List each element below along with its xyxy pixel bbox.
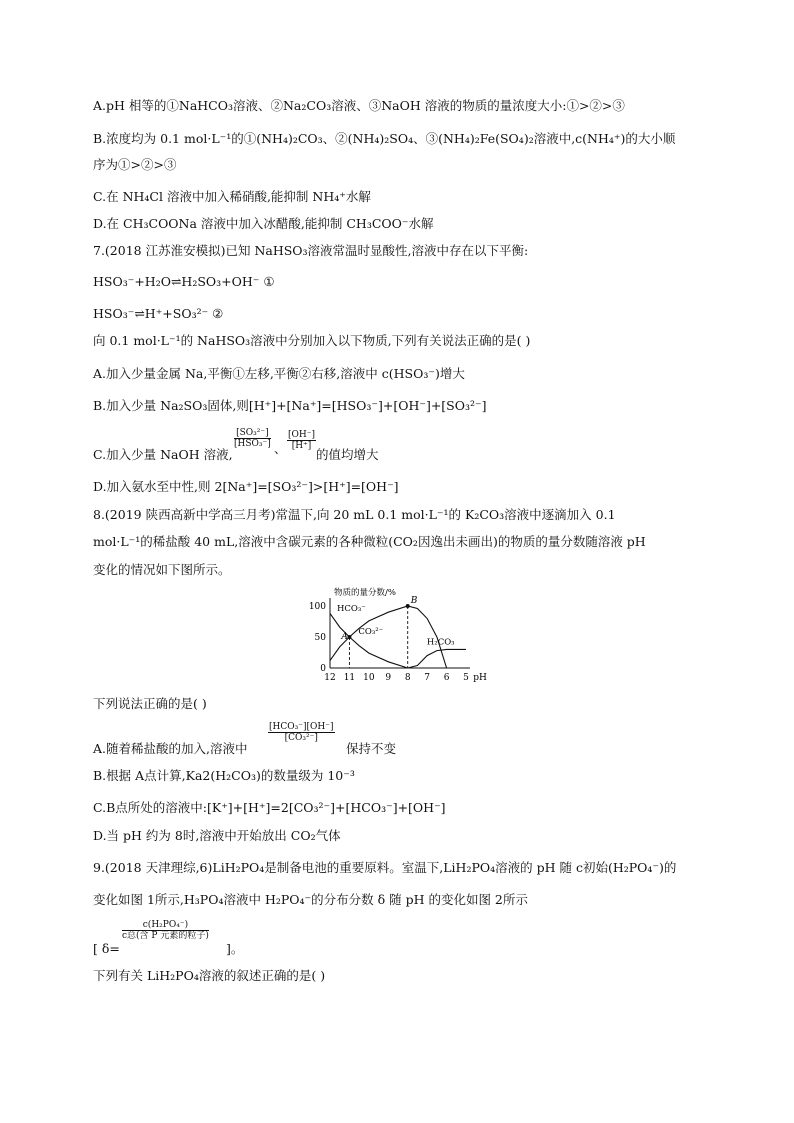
option-b-q6: B.浓度均为 0.1 mol·L⁻¹的①(NH₄)₂CO₃、②(NH₄)₂SO₄、③(NH₄)₂Fe(SO₄)₂溶液中,c(NH₄⁺)的大小顺 [93,131,676,146]
fraction-denominator: c总(含 P 元素的粒子) [122,931,209,941]
comma-sep: 、 [274,441,287,456]
point-label: B [410,596,418,606]
option-a-q6: A.pH 相等的①NaHCO₃溶液、②Na₂CO₃溶液、③NaOH 溶液的物质的量浓度大小:①>②>③ [93,98,625,113]
point-marker [347,635,351,639]
series-label: H₂CO₃ [426,637,455,648]
chart-title: 物质的量分数/% [334,588,396,598]
fraction-numerator: [HCO₃⁻][OH⁻] [269,722,334,732]
fraction-denominator: [CO₃²⁻] [284,733,318,743]
point-marker [406,604,410,608]
option-c-q8: C.B点所处的溶液中:[K⁺]+[H⁺]=2[CO₃²⁻]+[HCO₃⁻]+[OH⁻] [93,800,446,815]
equilibrium-1: HSO₃⁻+H₂O⇌H₂SO₃+OH⁻ ① [93,274,275,289]
x-tick-label: 10 [363,673,375,683]
delta-definition-open: [ δ= [93,941,120,956]
question-8-stem: 8.(2019 陕西高新中学高三月考)常温下,向 20 mL 0.1 mol·L⁻¹的 K₂CO₃溶液中逐滴加入 0.1 [93,507,616,522]
fraction-numerator: [SO₃²⁻] [234,428,271,439]
option-c-q7-prefix: C.加入少量 NaOH 溶液, [93,447,233,462]
option-d-q8: D.当 pH 约为 8时,溶液中开始放出 CO₂气体 [93,828,341,843]
x-tick-label: 7 [424,673,431,683]
x-tick-label: 11 [343,673,356,683]
x-tick-label: 8 [404,673,411,683]
fraction-numerator: [OH⁻] [288,430,315,440]
question-7-stem: 7.(2018 江苏淮安模拟)已知 NaHSO₃溶液常温时显酸性,溶液中存在以下平衡: [93,243,529,258]
series-label: CO₃²⁻ [358,626,384,637]
option-c-q6: C.在 NH₄Cl 溶液中加入稀硝酸,能抑制 NH₄⁺水解 [93,189,371,204]
option-b-q8: B.根据 A点计算,Ka2(H₂CO₃)的数量级为 10⁻³ [93,768,355,783]
option-c-q7-suffix: 的值均增大 [316,447,379,462]
option-d-q7: D.加入氨水至中性,则 2[Na⁺]=[SO₃²⁻]>[H⁺]=[OH⁻] [93,479,399,494]
x-tick-label: 6 [443,673,450,683]
fraction-denominator: [H⁺] [291,441,312,451]
y-tick-label: 0 [320,664,326,674]
option-a-q7: A.加入少量金属 Na,平衡①左移,平衡②右移,溶液中 c(HSO₃⁻)增大 [93,366,465,381]
option-b-q7: B.加入少量 Na₂SO₃固体,则[H⁺]+[Na⁺]=[HSO₃⁻]+[OH⁻]+[SO₃²⁻] [93,398,487,413]
question-8-prompt: 下列说法正确的是( ) [93,696,207,711]
option-a-q8-suffix: 保持不变 [346,741,397,756]
equilibrium-2: HSO₃⁻⇌H⁺+SO₃²⁻ ② [93,306,224,321]
fraction-delta [122,920,209,941]
delta-definition-close: ]。 [226,941,244,956]
point-label: A [341,632,348,642]
fraction-denominator: [HSO₃⁻] [234,439,271,449]
series-label: HCO₃⁻ [336,603,366,614]
question-9-stem: 9.(2018 天津理综,6)LiH₂PO₄是制备电池的重要原料。室温下,LiH₂PO₄溶液的 pH 随 c初始(H₂PO₄⁻)的 [93,860,677,875]
option-d-q6: D.在 CH₃COONa 溶液中加入冰醋酸,能抑制 CH₃COO⁻水解 [93,216,434,231]
option-b-q6-cont: 序为①>②>③ [93,157,177,172]
y-tick-label: 100 [308,602,326,612]
question-9-stem-cont: 变化如图 1所示,H₃PO₄溶液中 H₂PO₄⁻的分布分数 δ 随 pH 的变化如图 2所示 [93,892,528,907]
question-8-stem-end: 变化的情况如下图所示。 [93,562,231,577]
x-tick-label: 9 [385,673,392,683]
series-line [408,649,466,668]
x-tick-label: 5 [463,673,469,683]
option-a-q8-prefix: A.随着稀盐酸的加入,溶液中 [93,741,248,756]
fraction-so3-hso3 [234,428,271,449]
mole-fraction-chart [306,584,488,688]
question-9-prompt: 下列有关 LiH₂PO₄溶液的叙述正确的是( ) [93,968,326,983]
x-tick-label: 12 [324,673,336,683]
question-7-prompt: 向 0.1 mol·L⁻¹的 NaHSO₃溶液中分别加入以下物质,下列有关说法正确的是( ) [93,333,531,348]
fraction-hco3-oh-co3 [268,722,335,743]
question-8-stem-cont: mol·L⁻¹的稀盐酸 40 mL,溶液中含碳元素的各种微粒(CO₂因逸出未画出)的物质的量分数随溶液 pH [93,534,646,549]
fraction-numerator: c(H₂PO₄⁻) [122,920,209,931]
x-axis-label: pH [473,673,487,683]
fraction-oh-h [287,430,316,451]
y-tick-label: 50 [314,633,326,643]
